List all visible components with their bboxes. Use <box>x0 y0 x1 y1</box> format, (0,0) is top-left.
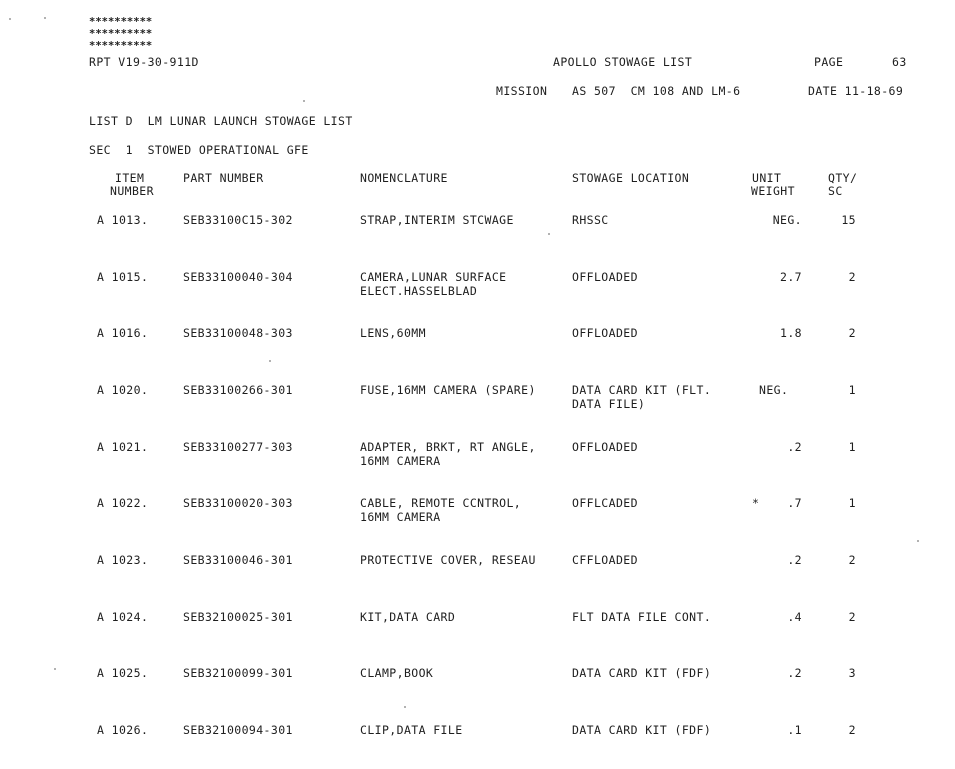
item-number: A 1026. <box>97 723 149 737</box>
table-row <box>0 553 955 593</box>
col-stowage-location: STOWAGE LOCATION <box>572 171 690 185</box>
stowage-location: OFFLOADED <box>572 326 638 340</box>
stowage-location: CFFLOADED <box>572 553 638 567</box>
unit-weight: 2.7 <box>780 270 802 284</box>
part-number: SEB33100277-303 <box>183 440 293 454</box>
header-stars-2: ********** <box>89 28 153 40</box>
unit-weight: 1.8 <box>780 326 802 340</box>
header-stars-1: ********** <box>89 16 153 28</box>
quantity: 2 <box>848 270 856 284</box>
part-number: SEB33100040-304 <box>183 270 293 284</box>
nomenclature: ADAPTER, BRKT, RT ANGLE, <box>360 440 536 454</box>
nomenclature: CLIP,DATA FILE <box>360 723 463 737</box>
table-row <box>0 213 955 253</box>
nomenclature: CAMERA,LUNAR SURFACE <box>360 270 507 284</box>
part-number: SEB33100020-303 <box>183 496 293 510</box>
mission-label: MISSION <box>496 84 548 98</box>
nomenclature: STRAP,INTERIM STCWAGE <box>360 213 514 227</box>
stowage-location-line2: DATA FILE) <box>572 397 646 411</box>
quantity: 2 <box>848 723 856 737</box>
report-id: RPT V19-30-911D <box>89 55 199 69</box>
scan-speck <box>548 233 550 235</box>
table-row <box>0 270 955 310</box>
unit-weight: .4 <box>787 610 802 624</box>
part-number: SEB33100C15-302 <box>183 213 293 227</box>
part-number: SEB32100025-301 <box>183 610 293 624</box>
col-item-line1: ITEM <box>115 171 145 185</box>
part-number: SEB33100266-301 <box>183 383 293 397</box>
part-number: SEB32100099-301 <box>183 666 293 680</box>
part-number: SEB32100094-301 <box>183 723 293 737</box>
quantity: 1 <box>848 440 856 454</box>
scan-speck <box>404 706 406 708</box>
stowage-location: OFFLCADED <box>572 496 638 510</box>
stowage-location: OFFLOADED <box>572 440 638 454</box>
nomenclature: CLAMP,BOOK <box>360 666 434 680</box>
nomenclature-line2: 16MM CAMERA <box>360 454 441 468</box>
table-row <box>0 610 955 650</box>
quantity: 2 <box>848 610 856 624</box>
section-title: SEC 1 STOWED OPERATIONAL GFE <box>89 143 309 157</box>
table-row <box>0 723 955 763</box>
table-row <box>0 383 955 423</box>
list-title: LIST D LM LUNAR LAUNCH STOWAGE LIST <box>89 114 353 128</box>
col-sc-line2: SC <box>828 184 843 198</box>
mission-value: AS 507 CM 108 AND LM-6 <box>572 84 741 98</box>
item-number: A 1023. <box>97 553 149 567</box>
stowage-location: FLT DATA FILE CONT. <box>572 610 712 624</box>
quantity: 15 <box>841 213 856 227</box>
report-date: DATE 11-18-69 <box>808 84 904 98</box>
scan-speck <box>269 360 271 362</box>
item-number: A 1022. <box>97 496 149 510</box>
scan-speck <box>917 540 919 542</box>
nomenclature: LENS,60MM <box>360 326 426 340</box>
header-stars-3: ********** <box>89 40 153 52</box>
item-number: A 1015. <box>97 270 149 284</box>
item-number: A 1016. <box>97 326 149 340</box>
stowage-location: DATA CARD KIT (FLT. <box>572 383 712 397</box>
nomenclature: CABLE, REMOTE CCNTROL, <box>360 496 522 510</box>
weight-asterisk: * <box>752 496 760 510</box>
page-number: 63 <box>892 55 907 69</box>
col-part-number: PART NUMBER <box>183 171 264 185</box>
col-nomenclature: NOMENCLATURE <box>360 171 448 185</box>
quantity: 3 <box>848 666 856 680</box>
col-item-line2: NUMBER <box>110 184 154 198</box>
table-row <box>0 496 955 536</box>
item-number: A 1020. <box>97 383 149 397</box>
unit-weight: .2 <box>787 440 802 454</box>
part-number: SEB33100048-303 <box>183 326 293 340</box>
page-label: PAGE <box>814 55 844 69</box>
document-title: APOLLO STOWAGE LIST <box>553 55 693 69</box>
part-number: SEB33100046-301 <box>183 553 293 567</box>
unit-weight: .2 <box>787 553 802 567</box>
item-number: A 1013. <box>97 213 149 227</box>
unit-weight: .1 <box>787 723 802 737</box>
nomenclature-line2: ELECT.HASSELBLAD <box>360 284 478 298</box>
col-weight-line2: WEIGHT <box>751 184 795 198</box>
nomenclature: KIT,DATA CARD <box>360 610 456 624</box>
table-row <box>0 326 955 366</box>
scan-speck <box>44 17 46 19</box>
unit-weight: .7 <box>787 496 802 510</box>
nomenclature: FUSE,16MM CAMERA (SPARE) <box>360 383 536 397</box>
table-row <box>0 666 955 706</box>
scan-speck <box>303 100 305 102</box>
stowage-location: RHSSC <box>572 213 609 227</box>
stowage-location: OFFLOADED <box>572 270 638 284</box>
quantity: 1 <box>848 383 856 397</box>
scan-speck <box>54 668 56 670</box>
unit-weight: .2 <box>787 666 802 680</box>
quantity: 2 <box>848 326 856 340</box>
scan-speck <box>9 18 11 20</box>
item-number: A 1025. <box>97 666 149 680</box>
unit-weight: NEG. <box>772 213 802 227</box>
item-number: A 1024. <box>97 610 149 624</box>
stowage-location: DATA CARD KIT (FDF) <box>572 666 712 680</box>
nomenclature-line2: 16MM CAMERA <box>360 510 441 524</box>
nomenclature: PROTECTIVE COVER, RESEAU <box>360 553 536 567</box>
quantity: 2 <box>848 553 856 567</box>
item-number: A 1021. <box>97 440 149 454</box>
stowage-location: DATA CARD KIT (FDF) <box>572 723 712 737</box>
table-row <box>0 440 955 480</box>
col-unit-line1: UNIT <box>752 171 782 185</box>
quantity: 1 <box>848 496 856 510</box>
col-qty-line1: QTY/ <box>828 171 858 185</box>
unit-weight: NEG. <box>759 383 789 397</box>
